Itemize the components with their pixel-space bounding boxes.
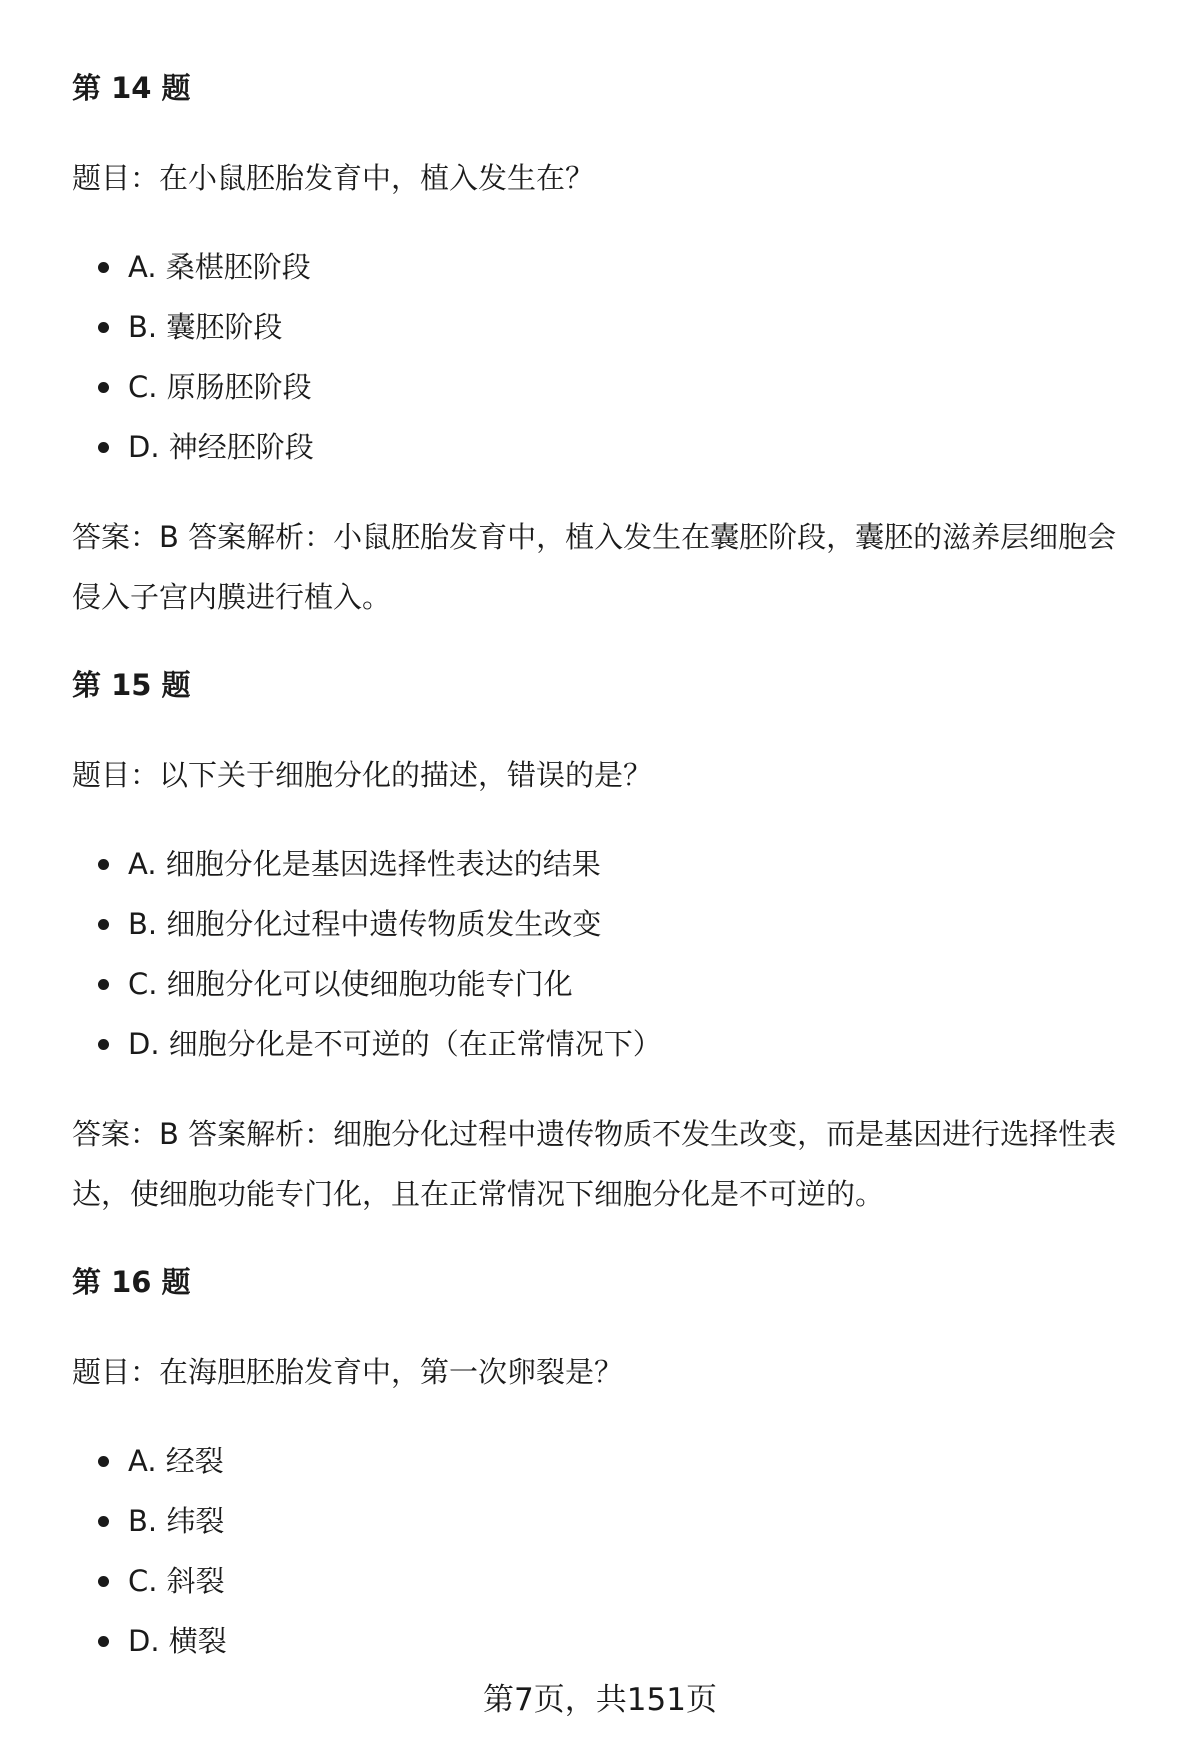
option-item bbox=[0, 247, 1000, 287]
bullet-icon bbox=[98, 322, 109, 333]
option-item bbox=[0, 964, 1000, 1004]
option-text: A. 经裂 bbox=[128, 1444, 224, 1478]
option-text: B. 囊胚阶段 bbox=[128, 310, 283, 344]
option-text: C. 细胞分化可以使细胞功能专门化 bbox=[128, 967, 573, 1001]
question-title: 第 16 题 bbox=[72, 1265, 191, 1299]
answer-line: 侵入子宫内膜进行植入。 bbox=[72, 580, 392, 614]
bullet-icon bbox=[98, 1039, 109, 1050]
option-item bbox=[0, 1501, 1000, 1541]
option-item bbox=[0, 1024, 1000, 1064]
option-item bbox=[0, 1621, 1000, 1661]
option-text: A. 细胞分化是基因选择性表达的结果 bbox=[128, 847, 601, 881]
option-text: B. 细胞分化过程中遗传物质发生改变 bbox=[128, 907, 602, 941]
question-stem: 题目：在海胆胚胎发育中，第一次卵裂是？ bbox=[72, 1355, 624, 1389]
option-item bbox=[0, 307, 1000, 347]
bullet-icon bbox=[98, 382, 109, 393]
bullet-icon bbox=[98, 1636, 109, 1647]
bullet-icon bbox=[98, 979, 109, 990]
answer-explanation bbox=[72, 1104, 1147, 1224]
option-text: D. 横裂 bbox=[128, 1624, 227, 1658]
answer-line: 答案：B 答案解析：小鼠胚胎发育中，植入发生在囊胚阶段，囊胚的滋养层细胞会 bbox=[72, 520, 1117, 554]
option-item bbox=[0, 904, 1000, 944]
bullet-icon bbox=[98, 262, 109, 273]
question-title: 第 14 题 bbox=[72, 71, 191, 105]
answer-line: 达，使细胞功能专门化，且在正常情况下细胞分化是不可逆的。 bbox=[72, 1177, 885, 1211]
question-stem: 题目：以下关于细胞分化的描述，错误的是？ bbox=[72, 758, 653, 792]
question-stem: 题目：在小鼠胚胎发育中，植入发生在？ bbox=[72, 161, 595, 195]
option-item bbox=[0, 427, 1000, 467]
bullet-icon bbox=[98, 919, 109, 930]
option-item bbox=[0, 844, 1000, 884]
option-item bbox=[0, 367, 1000, 407]
answer-explanation bbox=[72, 507, 1147, 627]
bullet-icon bbox=[98, 1456, 109, 1467]
option-text: C. 斜裂 bbox=[128, 1564, 225, 1598]
page-number: 第7页，共151页 bbox=[483, 1682, 717, 1718]
bullet-icon bbox=[98, 1516, 109, 1527]
option-text: C. 原肠胚阶段 bbox=[128, 370, 312, 404]
bullet-icon bbox=[98, 859, 109, 870]
answer-line: 答案：B 答案解析：细胞分化过程中遗传物质不发生改变，而是基因进行选择性表 bbox=[72, 1117, 1117, 1151]
option-item bbox=[0, 1441, 1000, 1481]
option-text: D. 细胞分化是不可逆的（在正常情况下） bbox=[128, 1027, 662, 1061]
option-text: B. 纬裂 bbox=[128, 1504, 225, 1538]
option-item bbox=[0, 1561, 1000, 1601]
question-title: 第 15 题 bbox=[72, 668, 191, 702]
option-text: A. 桑椹胚阶段 bbox=[128, 250, 311, 284]
bullet-icon bbox=[98, 1576, 109, 1587]
option-text: D. 神经胚阶段 bbox=[128, 430, 314, 464]
bullet-icon bbox=[98, 442, 109, 453]
